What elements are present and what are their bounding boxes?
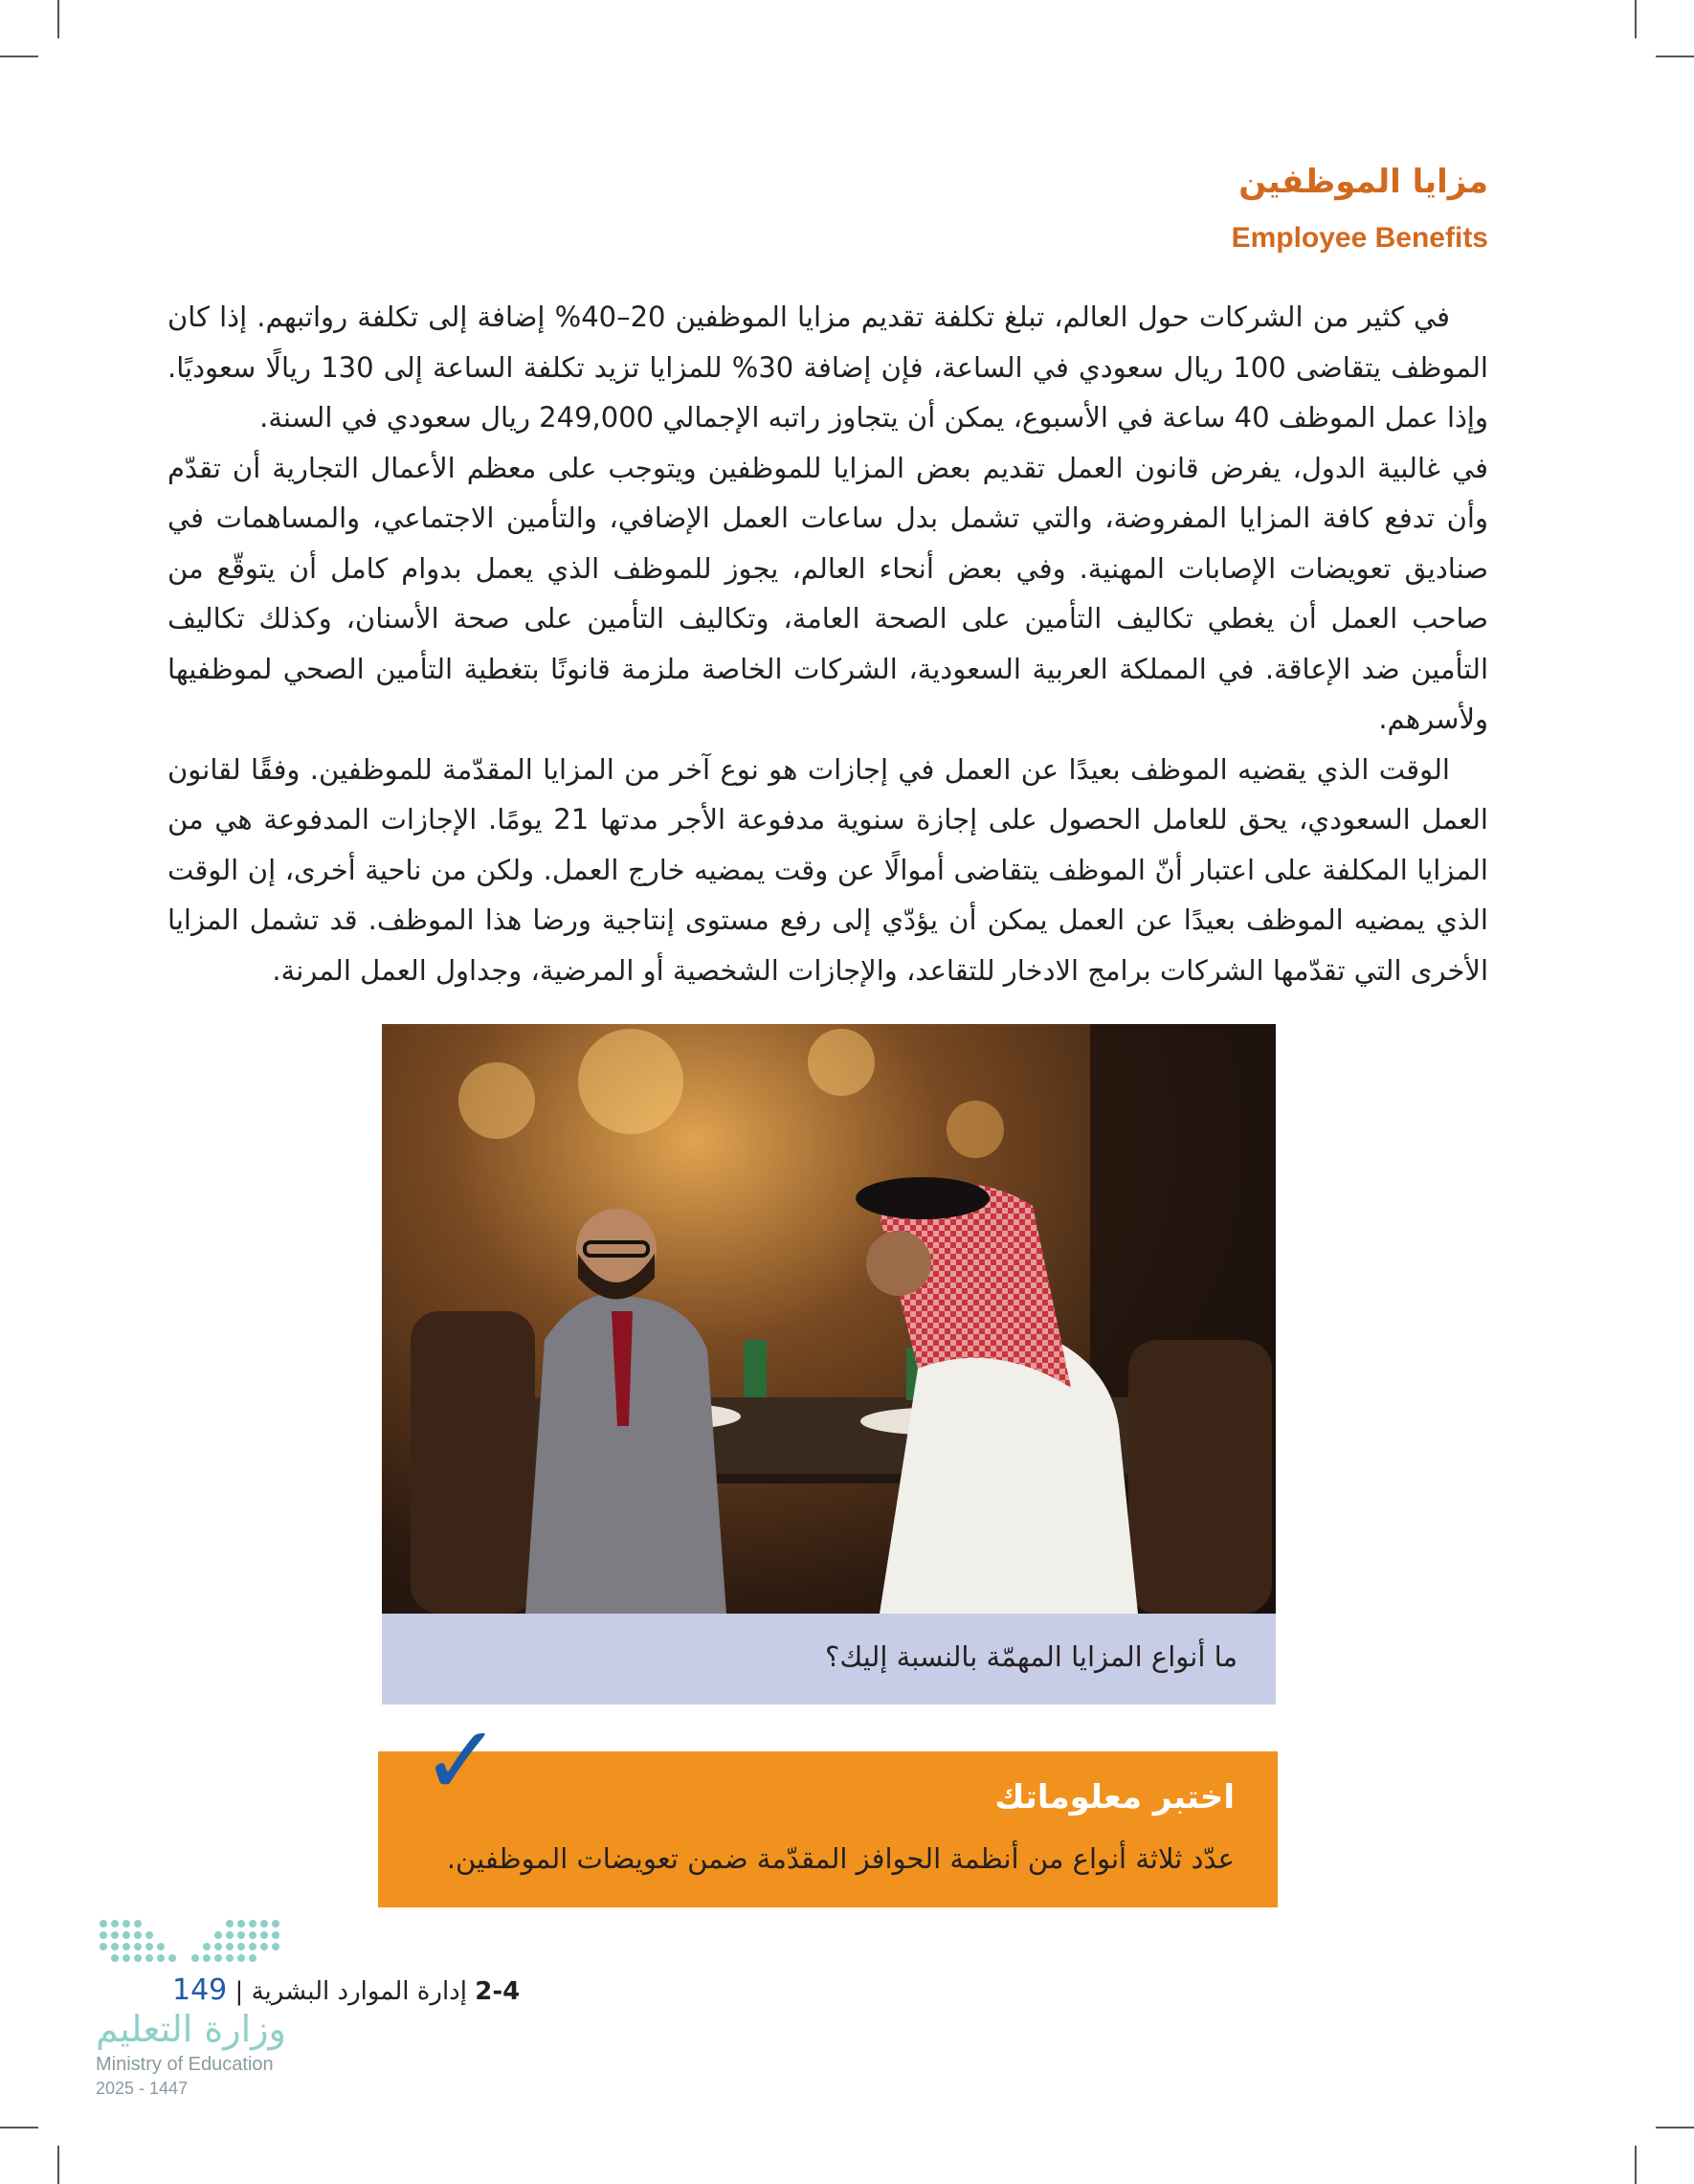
photo-illustration	[382, 1024, 1276, 1614]
crop-mark	[1656, 56, 1694, 57]
footer-separator: |	[234, 1977, 244, 2006]
ministry-name-english: Ministry of Education	[96, 2054, 274, 2075]
ministry-name-arabic: وزارة التعليم	[96, 2008, 286, 2050]
section-name: إدارة الموارد البشرية	[251, 1977, 467, 2006]
section-title-english: Employee Benefits	[1231, 222, 1488, 254]
crop-mark	[57, 0, 59, 38]
quiz-box	[378, 1751, 1278, 1907]
crop-mark	[1656, 2127, 1694, 2128]
quiz-title: اختبر معلوماتك	[994, 1778, 1235, 1816]
paragraph: الوقت الذي يقضيه الموظف بعيدًا عن العمل في إجازات هو نوع آخر من المزايا المقدّمة للموظفين. وفقًا لقانون العمل السعودي، يحق للعامل الحصول على إجازة سنوية مدفوعة الأجر مدتها 21 يومًا. الإجازات المدفوعة هي من المزايا المكلفة على اعتبار أنّ الموظف يتقاضى أموالًا عن وقت يمضيه خارج العمل. ولكن من ناحية أخرى، إن الوقت الذي يمضيه الموظف بعيدًا عن العمل يمكن أن يؤدّي إلى رفع مستوى إنتاجية ورضا هذا الموظف. قد تشمل المزايا الأخرى التي تقدّمها الشركات برامج الادخار للتقاعد، والإجازات الشخصية أو المرضية، وجداول العمل المرنة.	[167, 752, 1488, 987]
crop-mark	[1635, 0, 1637, 38]
quiz-question: عدّد ثلاثة أنواع من أنظمة الحوافز المقدّمة ضمن تعويضات الموظفين.	[446, 1842, 1235, 1875]
body-text	[167, 292, 1488, 995]
page-footer	[172, 1973, 520, 2007]
ministry-year: 2025 - 1447	[96, 2079, 189, 2098]
crop-mark	[0, 2127, 38, 2128]
crop-mark	[1635, 2146, 1637, 2184]
photo-caption	[382, 1614, 1276, 1705]
paragraph: في كثير من الشركات حول العالم، تبلغ تكلفة تقديم مزايا الموظفين 20–40% إضافة إلى تكلفة رواتبهم. إذا كان الموظف يتقاضى 100 ريال سعودي في الساعة، فإن إضافة 30% للمزايا تزيد تكلفة الساعة إلى 130 ريالًا سعوديًا. وإذا عمل الموظف 40 ساعة في الأسبوع، يمكن أن يتجاوز راتبه الإجمالي 249,000 ريال سعودي في السنة.	[167, 301, 1488, 434]
crop-mark	[57, 2146, 59, 2184]
page-number: 149	[172, 1973, 228, 2007]
caption-text: ما أنواع المزايا المهمّة بالنسبة إليك؟	[824, 1640, 1237, 1673]
chapter-number: 2-4	[475, 1977, 521, 2006]
section-title-arabic: مزايا الموظفين	[1238, 163, 1488, 201]
crop-mark	[0, 56, 38, 57]
paragraph: في غالبية الدول، يفرض قانون العمل تقديم بعض المزايا للموظفين ويتوجب على معظم الأعمال التجارية أن تقدّم وأن تدفع كافة المزايا المفروضة، والتي تشمل بدل ساعات العمل الإضافي، والتأمين الاجتماعي، والمساهمات في صناديق تعويضات الإصابات المهنية. وفي بعض أنحاء العالم، يجوز للموظف الذي يعمل بدوام كامل أن يتوقّع من صاحب العمل أن يغطي تكاليف التأمين على الصحة العامة، وتكاليف التأمين على صحة الأسنان، وكذلك تكاليف التأمين ضد الإعاقة. في المملكة العربية السعودية، الشركات الخاصة ملزمة قانونًا بتغطية التأمين الصحي لموظفيها ولأسرهم.	[167, 451, 1488, 735]
restaurant-photo	[382, 1024, 1276, 1614]
checkmark-icon: ✓	[421, 1705, 502, 1816]
